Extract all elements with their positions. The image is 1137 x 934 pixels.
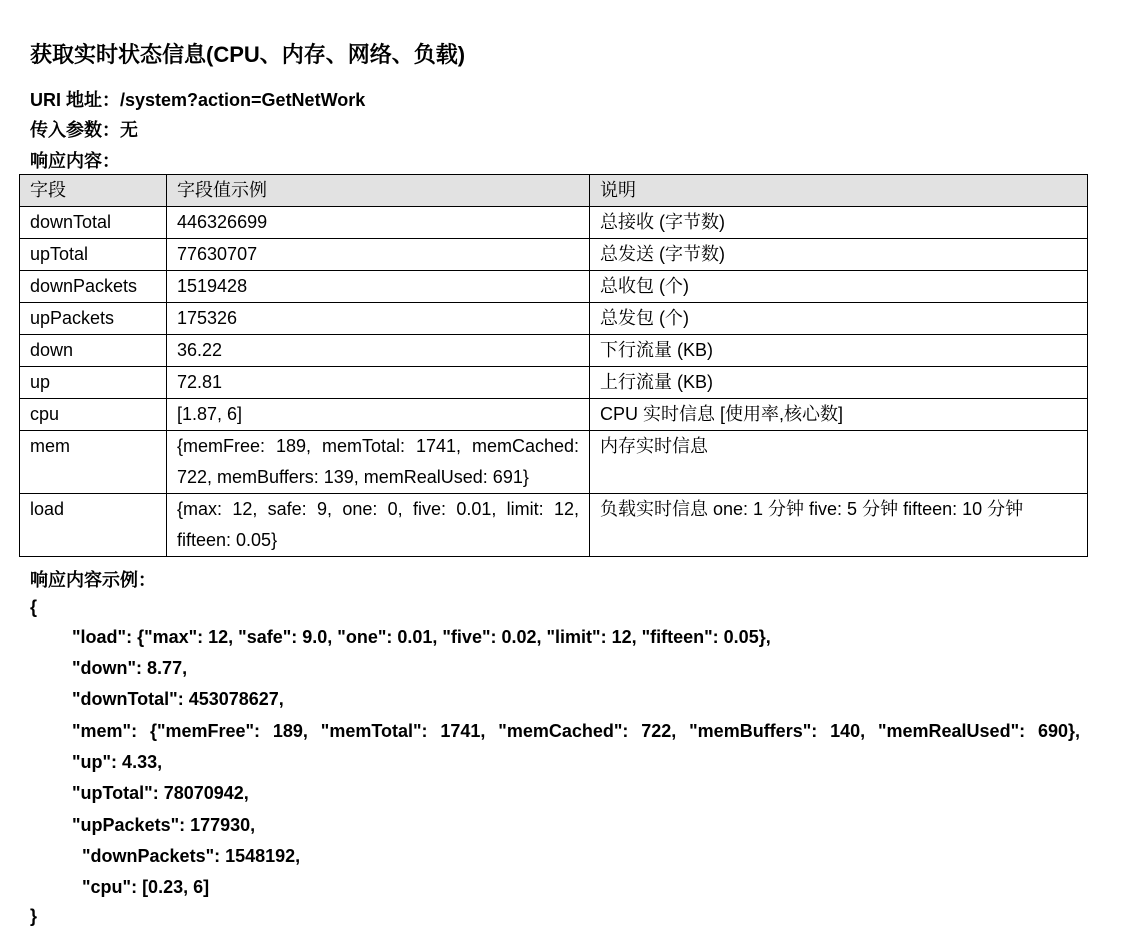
json-line-uptotal: "upTotal": 78070942,: [72, 783, 249, 803]
response-fields-table: [19, 174, 1088, 557]
field-cell: up: [20, 367, 167, 399]
params-line: 传入参数：无: [30, 120, 138, 140]
page-title: 获取实时状态信息(CPU、内存、网络、负载): [30, 42, 466, 67]
example-cell: {max: 12, safe: 9, one: 0, five: 0.01, limit: 12, fifteen: 0.05}: [167, 494, 590, 557]
field-cell: upTotal: [20, 239, 167, 271]
example-cell: {memFree: 189, memTotal: 1741, memCached: 722, memBuffers: 139, memRealUsed: 691}: [167, 431, 590, 494]
description-cell: 负载实时信息 one: 1 分钟 five: 5 分钟 fifteen: 10 分钟: [590, 494, 1088, 557]
table-row: [20, 494, 1088, 557]
json-line-downtotal: "downTotal": 453078627,: [72, 689, 284, 709]
example-cell: 1519428: [167, 271, 590, 303]
description-cell: 内存实时信息: [590, 431, 1088, 494]
field-cell: downTotal: [20, 207, 167, 239]
description-cell: 总发包 (个): [590, 303, 1088, 335]
json-line-mem: "mem": {"memFree": 189, "memTotal": 1741, "memCached": 722, "memBuffers": 140, "memRealUsed": 690},: [72, 721, 1080, 741]
description-cell: 总接收 (字节数): [590, 207, 1088, 239]
json-line-downpackets: "downPackets": 1548192,: [82, 846, 301, 866]
example-heading: 响应内容示例：: [30, 570, 156, 590]
description-cell: CPU 实时信息 [使用率,核心数]: [590, 399, 1088, 431]
json-close-brace: }: [30, 906, 38, 926]
table-row: [20, 207, 1088, 239]
description-cell: 下行流量 (KB): [590, 335, 1088, 367]
example-cell: 36.22: [167, 335, 590, 367]
json-line-cpu: "cpu": [0.23, 6]: [82, 877, 210, 897]
table-header-row: [20, 175, 1088, 207]
json-line-uppackets: "upPackets": 177930,: [72, 815, 256, 835]
json-line-down: "down": 8.77,: [72, 658, 188, 678]
json-line-up: "up": 4.33,: [72, 752, 163, 772]
table-row: [20, 399, 1088, 431]
table-row: [20, 431, 1088, 494]
uri-line: URI 地址：/system?action=GetNetWork: [30, 90, 366, 110]
field-cell: cpu: [20, 399, 167, 431]
header-field: 字段: [20, 175, 167, 207]
description-cell: 总收包 (个): [590, 271, 1088, 303]
json-open-brace: {: [30, 597, 38, 617]
example-cell: 175326: [167, 303, 590, 335]
json-line-load: "load": {"max": 12, "safe": 9.0, "one": 0.01, "five": 0.02, "limit": 12, "fifteen": 0.05},: [72, 627, 771, 647]
field-cell: down: [20, 335, 167, 367]
table-row: [20, 367, 1088, 399]
example-cell: 72.81: [167, 367, 590, 399]
table-row: [20, 335, 1088, 367]
table-row: [20, 303, 1088, 335]
response-heading: 响应内容：: [30, 151, 120, 171]
field-cell: upPackets: [20, 303, 167, 335]
example-cell: [1.87, 6]: [167, 399, 590, 431]
table-row: [20, 239, 1088, 271]
field-cell: downPackets: [20, 271, 167, 303]
description-cell: 总发送 (字节数): [590, 239, 1088, 271]
field-cell: load: [20, 494, 167, 557]
example-cell: 446326699: [167, 207, 590, 239]
table-row: [20, 271, 1088, 303]
example-cell: 77630707: [167, 239, 590, 271]
description-cell: 上行流量 (KB): [590, 367, 1088, 399]
field-cell: mem: [20, 431, 167, 494]
header-description: 说明: [590, 175, 1088, 207]
header-example: 字段值示例: [167, 175, 590, 207]
